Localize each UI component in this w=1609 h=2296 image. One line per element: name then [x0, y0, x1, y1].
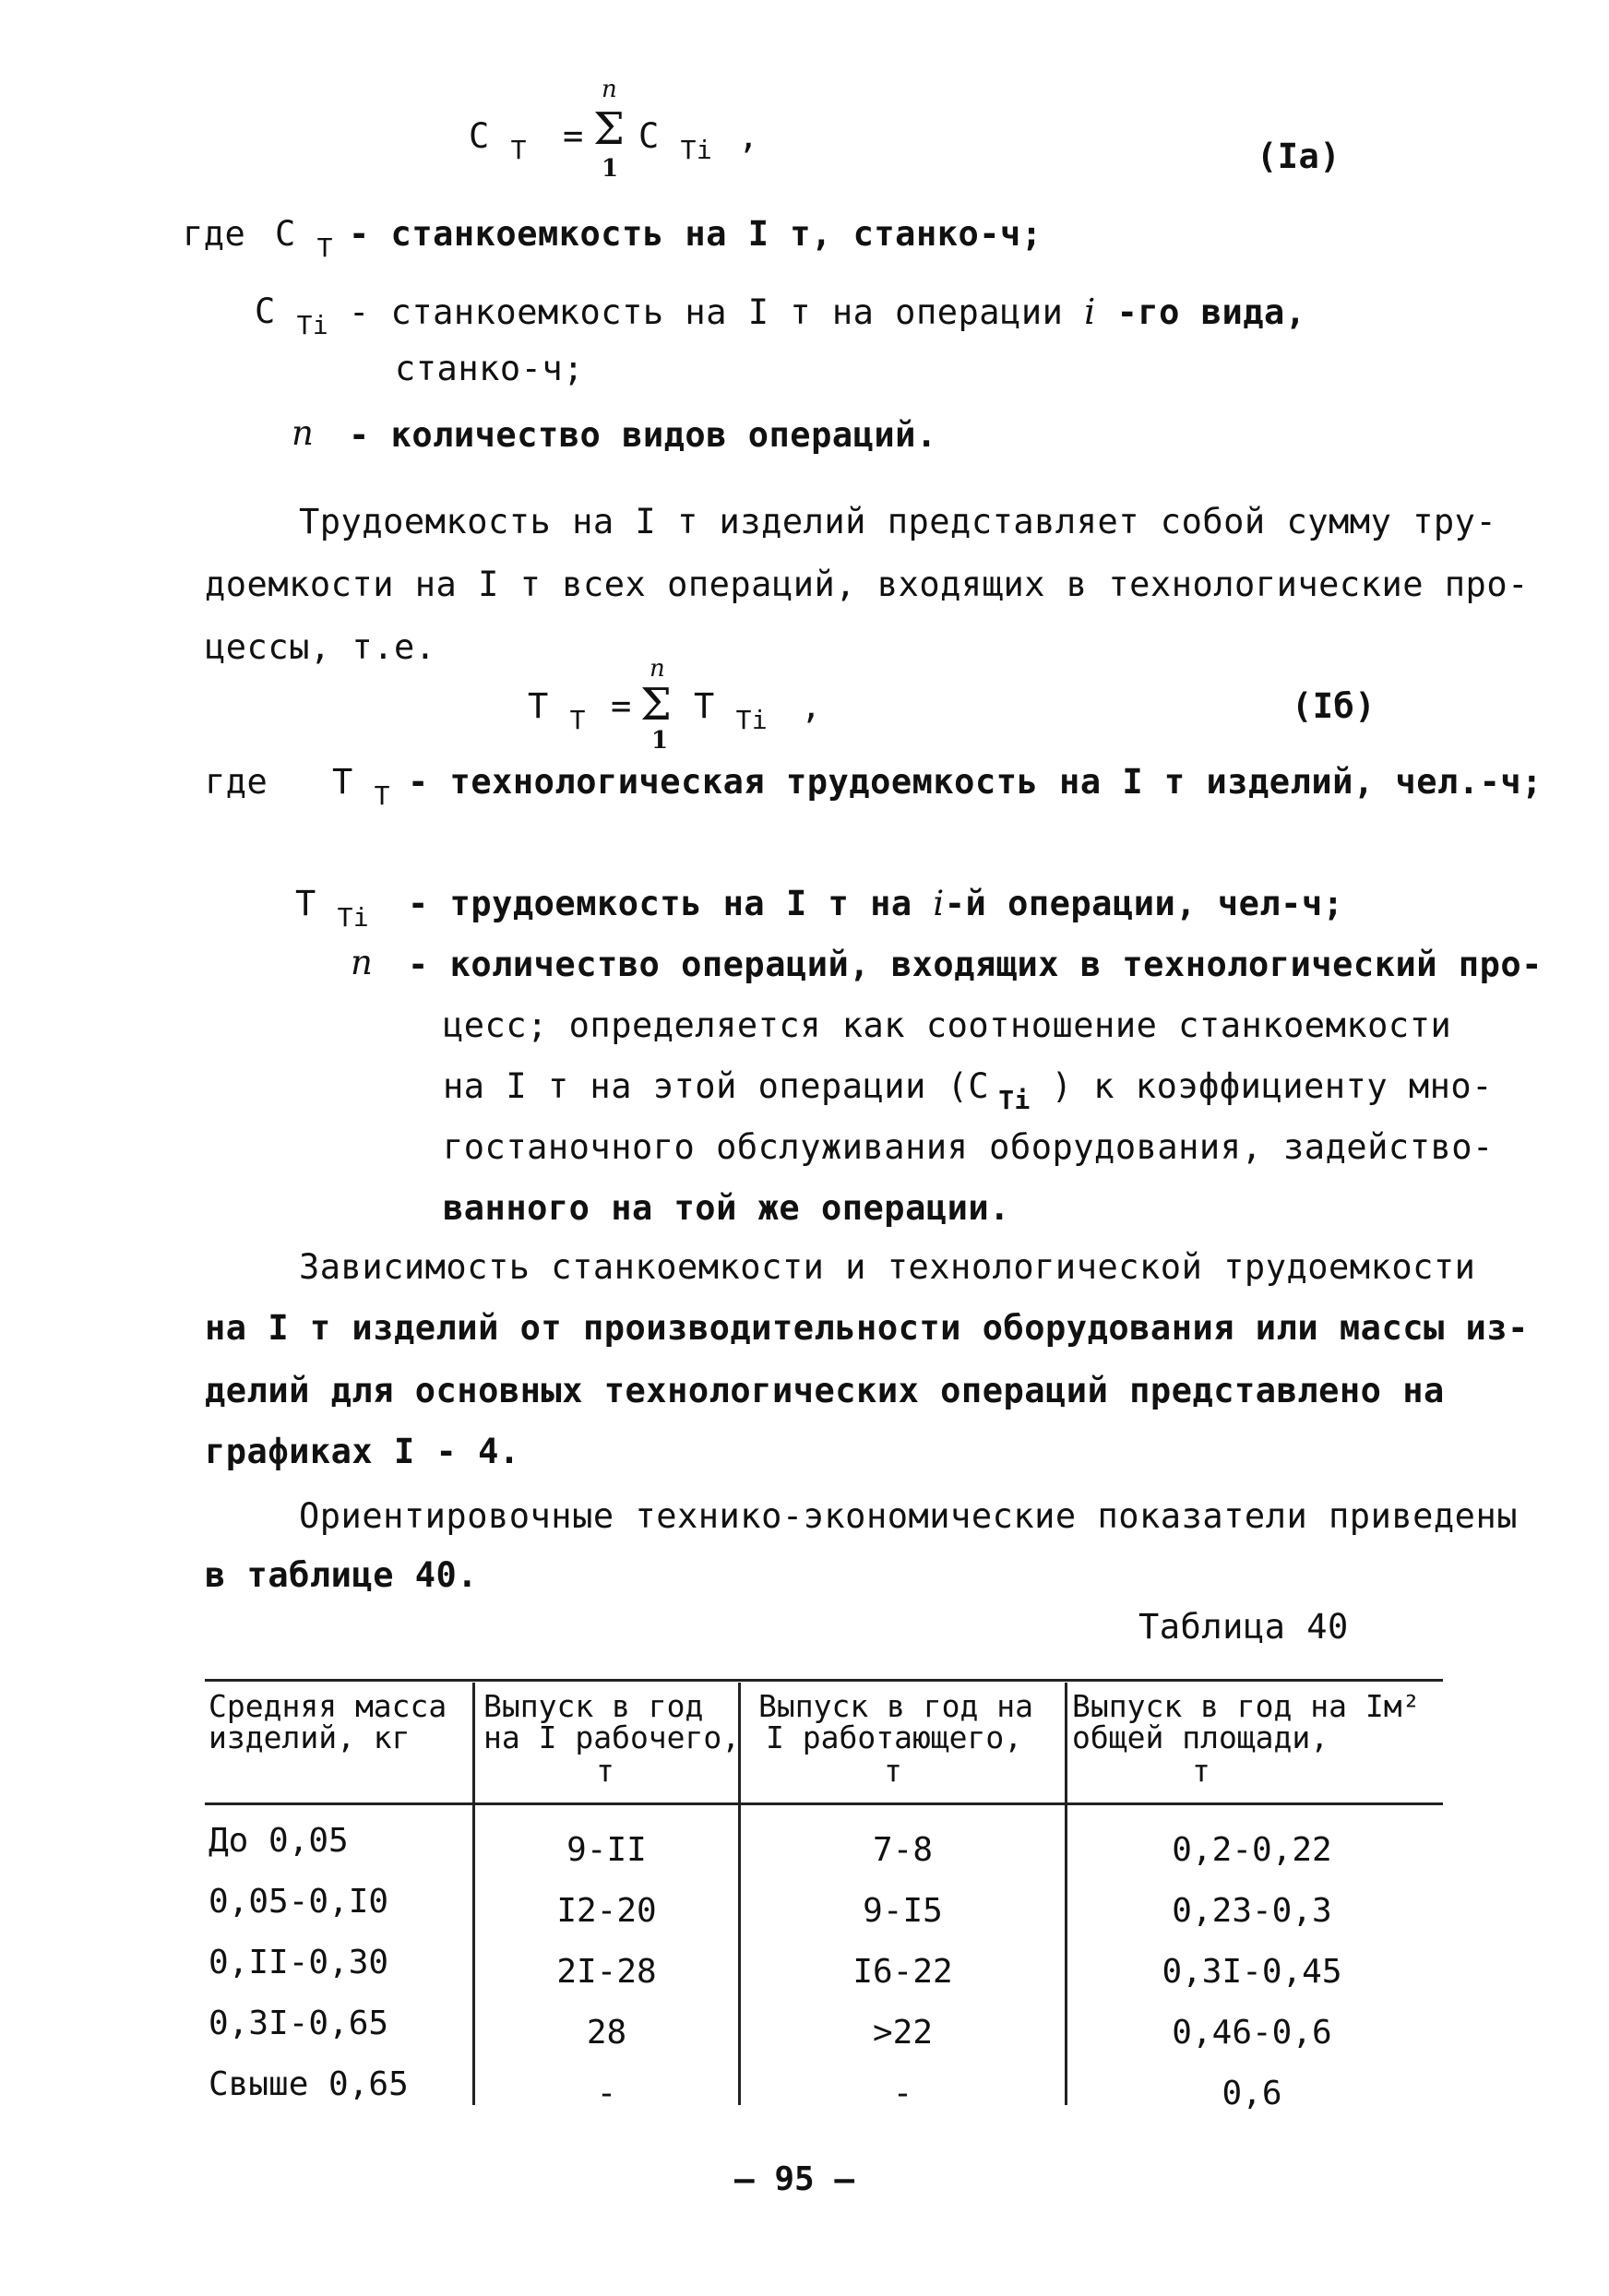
- header-line: Средняя масса: [209, 1688, 447, 1724]
- table-cell: 2I-28: [556, 1953, 657, 1991]
- formula-1a-term: С $_{Тi}$: [638, 116, 713, 165]
- table-cell: 9-I5: [863, 1892, 943, 1930]
- paragraph-line: Трудоемкость на I т изделий представляет собой сумму тру-: [299, 502, 1497, 541]
- formula-1b-term: Т $_{Тi}$: [694, 686, 769, 735]
- legend-symbol: n: [292, 413, 315, 453]
- table-cell: I2-20: [556, 1892, 657, 1930]
- table-top-rule: [205, 1679, 1443, 1682]
- header-line: изделий, кг: [209, 1719, 411, 1755]
- sigma-icon: Σ: [640, 679, 672, 731]
- formula-1b-number: (Iб): [1292, 686, 1377, 726]
- table-cell: 0,46-0,6: [1172, 2014, 1332, 2052]
- table-cell: -: [596, 2075, 617, 2112]
- legend-symbol: n: [351, 943, 374, 982]
- table-cell: -: [892, 2075, 913, 2112]
- paragraph-line: доемкости на I т всех операций, входящих в технологические про-: [205, 565, 1529, 604]
- header-line: Выпуск в год на: [758, 1688, 1034, 1724]
- legend-text: - станкоемкость на I т на операции i -го вида,: [349, 291, 1306, 332]
- legend-text: станко-ч;: [395, 349, 584, 388]
- header-line: т: [596, 1753, 614, 1789]
- formula-1a-end: ,: [738, 116, 759, 156]
- formula-1a-eq: =: [563, 116, 584, 156]
- paragraph-line: графиках I - 4.: [205, 1432, 520, 1471]
- legend-symbol: С $_Т$: [275, 214, 333, 263]
- formula-1a-number: (Iа): [1257, 137, 1341, 176]
- header-line: на I рабочего,: [483, 1719, 741, 1755]
- legend-text: - трудоемкость на I т на i-й операции, чел-ч;: [408, 884, 1344, 923]
- legend-label-where: где: [205, 762, 268, 802]
- paragraph-line: в таблице 40.: [205, 1555, 479, 1595]
- table-header-rule: [205, 1802, 1443, 1805]
- legend-text: - количество видов операций.: [349, 415, 937, 455]
- legend-text: на I т на этой операции (С $_{Тi}$ ) к коэффициенту мно-: [443, 1066, 1493, 1115]
- header-line: общей площади,: [1072, 1719, 1329, 1755]
- table-cell: I6-22: [852, 1953, 953, 1991]
- formula-1a-sum-upper: n: [602, 76, 617, 103]
- formula-1b-eq: =: [611, 686, 632, 726]
- paragraph-line: цессы, т.е.: [205, 627, 436, 667]
- paragraph-line: Зависимость станкоемкости и технологической трудоемкости: [299, 1247, 1476, 1287]
- legend-text: цесс; определяется как соотношение станкоемкости: [443, 1005, 1452, 1045]
- formula-1b-sum-lower: 1: [651, 727, 669, 755]
- table-caption: Таблица 40: [1138, 1607, 1349, 1647]
- formula-1b-sum-upper: n: [650, 655, 665, 683]
- page-number: — 95 —: [734, 2160, 855, 2198]
- formula-1b-lhs: Т $_Т$: [528, 686, 586, 735]
- legend-symbol: С $_{Тi}$: [255, 291, 329, 340]
- table-cell: >22: [872, 2014, 934, 2052]
- table-cell: 0,3I-0,45: [1162, 1953, 1342, 1991]
- paragraph-line: Ориентировочные технико-экономические показатели приведены: [299, 1496, 1519, 1536]
- table-cell: 0,6: [1222, 2075, 1282, 2112]
- table-cell: 0,II-0,30: [209, 1944, 389, 1981]
- table-cell: До 0,05: [209, 1822, 349, 1860]
- table-cell: 0,05-0,I0: [209, 1883, 389, 1921]
- paragraph-line: на I т изделий от производительности оборудования или массы из-: [205, 1308, 1529, 1348]
- header-line: Выпуск в год: [483, 1688, 704, 1724]
- header-line: Выпуск в год на Iм²: [1072, 1688, 1421, 1724]
- header-line: т: [884, 1753, 902, 1789]
- table-cell: 0,2-0,22: [1172, 1831, 1332, 1869]
- formula-1a-sum-lower: 1: [602, 155, 619, 183]
- legend-text: гостаночного обслуживания оборудования, задействo-: [443, 1127, 1494, 1167]
- paragraph-line: делий для основных технологических операций представлено на: [205, 1371, 1445, 1410]
- header-line: I работающего,: [766, 1719, 1023, 1755]
- table-cell: 9-II: [566, 1831, 647, 1869]
- legend-symbol: Т $_Т$: [332, 762, 390, 811]
- table-cell: 0,23-0,3: [1172, 1892, 1332, 1930]
- table-cell: 7-8: [872, 1831, 934, 1869]
- table-cell: 0,3I-0,65: [209, 2005, 389, 2042]
- table-cell: 28: [586, 2014, 627, 2052]
- legend-text: - количество операций, входящих в технологический про-: [408, 945, 1543, 984]
- header-line: т: [1192, 1753, 1210, 1789]
- formula-1b-end: ,: [801, 686, 822, 726]
- legend-text: - станкоемкость на I т, станко-ч;: [349, 214, 1043, 254]
- legend-label-where: где: [183, 214, 246, 254]
- legend-text: - технологическая трудоемкость на I т изделий, чел.-ч;: [408, 762, 1543, 802]
- legend-text: ванного на той же операции.: [443, 1188, 1010, 1228]
- table-cell: Свыше 0,65: [209, 2065, 409, 2103]
- legend-symbol: Т $_{Тi}$: [295, 884, 370, 933]
- formula-1a-lhs: С $_Т$: [469, 116, 527, 165]
- sigma-icon: Σ: [593, 103, 625, 155]
